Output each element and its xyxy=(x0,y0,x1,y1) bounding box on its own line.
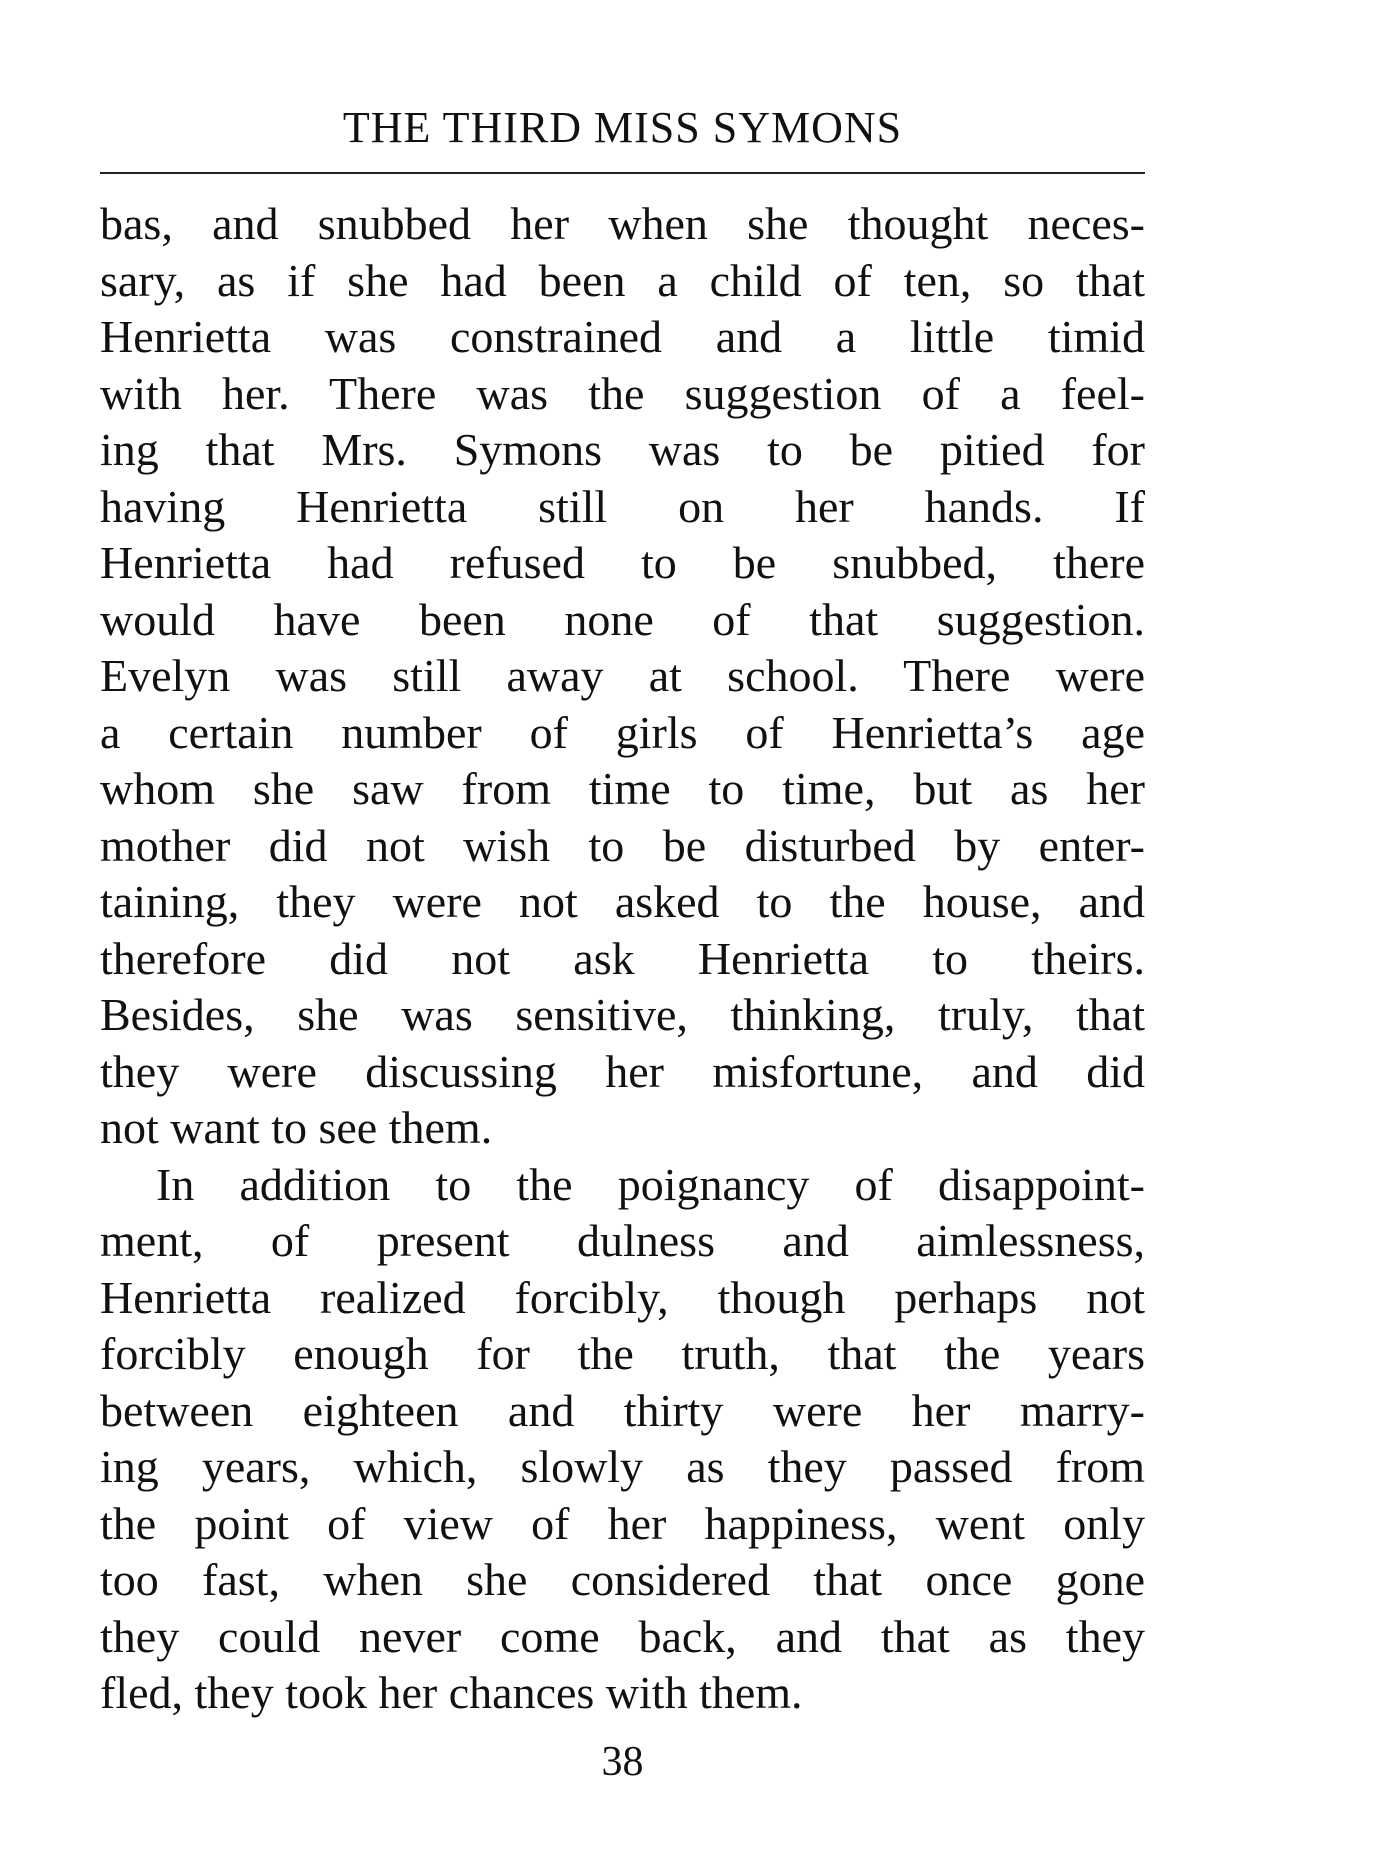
text-line: would have been none of that suggestion. xyxy=(100,593,1145,645)
text-line: the point of view of her happiness, went only xyxy=(100,1497,1145,1549)
text-line: forcibly enough for the truth, that the years xyxy=(100,1328,1145,1379)
text-line: they could never come back, and that as they xyxy=(100,1610,1145,1662)
text-line: with her. There was the suggestion of a feel- xyxy=(100,367,1145,419)
text-line: fled, they took her chances with them. xyxy=(100,1667,803,1718)
body-text xyxy=(100,196,1145,1722)
text-line: taining, they were not asked to the house, and xyxy=(100,876,1145,927)
text-line: not want to see them. xyxy=(100,1102,493,1153)
page-number: 38 xyxy=(601,1739,644,1785)
text-line: Besides, she was sensitive, thinking, truly, that xyxy=(100,989,1145,1040)
text-line: ment, of present dulness and aimlessness, xyxy=(100,1215,1145,1266)
paragraph xyxy=(100,1157,1145,1722)
text-line: too fast, when she considered that once gone xyxy=(100,1554,1145,1605)
text-line: they were discussing her misfortune, and did xyxy=(100,1045,1145,1097)
text-line: bas, and snubbed her when she thought neces- xyxy=(100,198,1145,249)
paragraph xyxy=(100,196,1145,1157)
text-line: whom she saw from time to time, but as her xyxy=(100,763,1145,814)
header-rule xyxy=(100,172,1145,174)
text-line: In addition to the poignancy of disappoint- xyxy=(156,1158,1145,1210)
text-line: ing that Mrs. Symons was to be pitied for xyxy=(100,424,1145,475)
text-line: a certain number of girls of Henrietta’s age xyxy=(100,706,1145,758)
text-line: having Henrietta still on her hands. If xyxy=(100,480,1145,532)
text-line: therefore did not ask Henrietta to theirs. xyxy=(100,932,1145,984)
text-line: Henrietta realized forcibly, though perhaps not xyxy=(100,1271,1145,1323)
text-line: Evelyn was still away at school. There were xyxy=(100,650,1145,701)
running-head-title: THE THIRD MISS SYMONS xyxy=(342,103,903,152)
text-line: sary, as if she had been a child of ten, so that xyxy=(100,254,1145,306)
text-line: Henrietta was constrained and a little timid xyxy=(100,311,1145,362)
text-line: mother did not wish to be disturbed by enter- xyxy=(100,819,1145,871)
text-line: ing years, which, slowly as they passed from xyxy=(100,1441,1145,1492)
text-line: between eighteen and thirty were her marry- xyxy=(100,1384,1145,1436)
text-line: Henrietta had refused to be snubbed, there xyxy=(100,537,1145,588)
